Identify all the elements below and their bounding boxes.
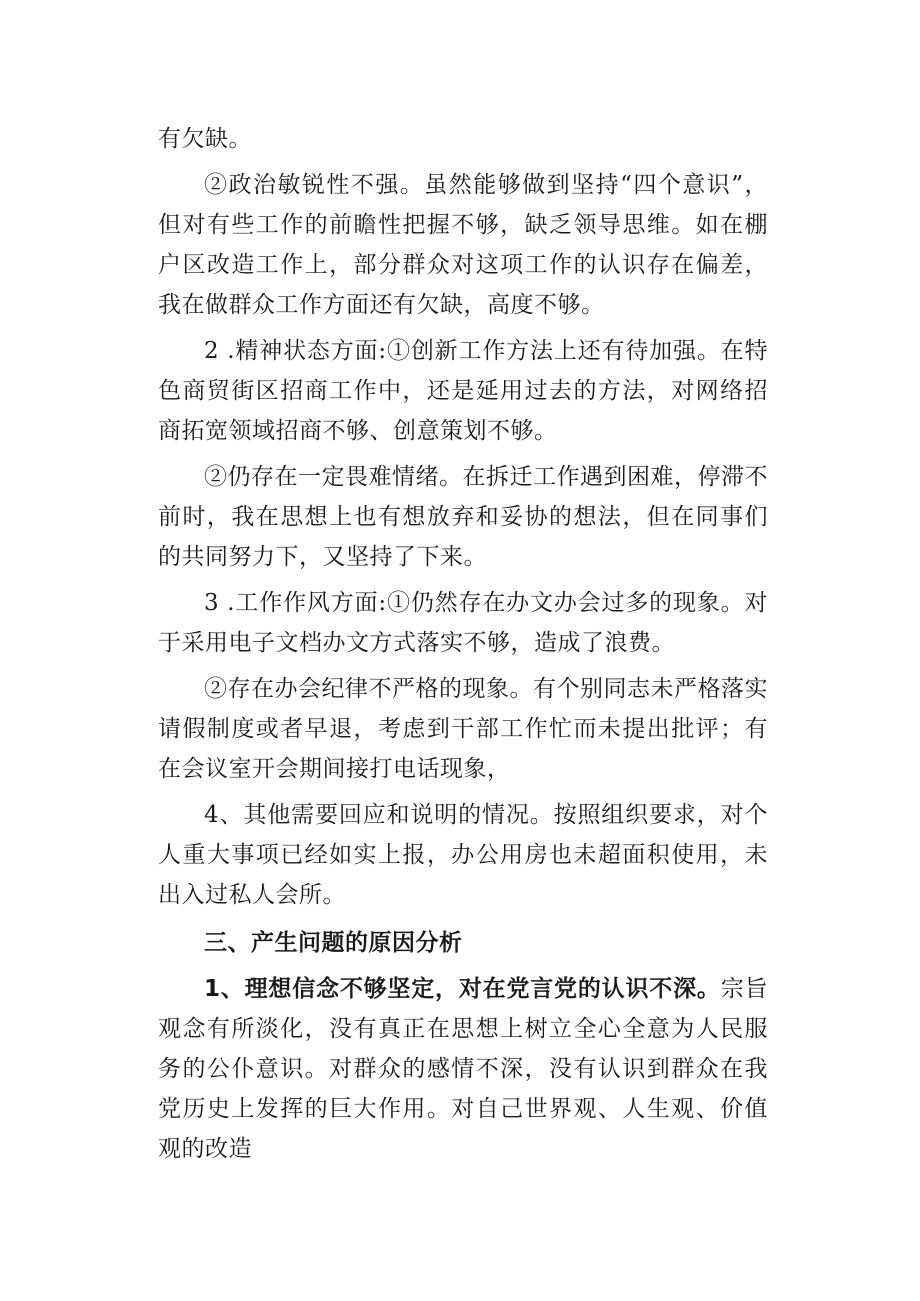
- paragraph-spiritual-state: 2 .精神状态方面:①创新工作方法上还有待加强。在特色商贸街区招商工作中，还是延用过去的方法，对网络招商拓宽领域招商不够、创意策划不够。: [158, 338, 768, 444]
- paragraph-bold-lead: 1、理想信念不够坚定，对在党言党的认识不深。: [204, 976, 721, 1002]
- document-body: [158, 119, 768, 1175]
- section-heading: 三、产生问题的原因分析: [204, 930, 463, 956]
- paragraph-cause-analysis: [158, 969, 768, 1169]
- paragraph-difficulty-emotion: ②仍存在一定畏难情绪。在拆迁工作遇到困难，停滞不前时，我在思想上也有想放弃和妥协的想法，但在同事们的共同努力下，又坚持了下来。: [158, 464, 768, 570]
- paragraph-body-text: 宗旨观念有所淡化，没有真正在思想上树立全心全意为人民服务的公仆意识。对群众的感情不深，没有认识到群众在我党历史上发挥的巨大作用。对自己世界观、人生观、价值观的改造: [158, 976, 768, 1162]
- paragraph-continuation: 有欠缺。: [158, 126, 252, 152]
- paragraph-meeting-discipline: ②存在办会纪律不严格的现象。有个别同志未严格落实请假制度或者早退，考虑到干部工作忙而未提出批评；有在会议室开会期间接打电话现象，: [158, 676, 768, 782]
- paragraph-other-matters: 4、其他需要回应和说明的情况。按照组织要求，对个人重大事项已经如实上报，办公用房也未超面积使用，未出入过私人会所。: [158, 802, 768, 908]
- paragraph-work-style: 3 .工作作风方面:①仍然存在办文办会过多的现象。对于采用电子文档办文方式落实不够，造成了浪费。: [158, 590, 768, 656]
- paragraph-political-sensitivity: ②政治敏锐性不强。虽然能够做到坚持“四个意识”，但对有些工作的前瞻性把握不够，缺乏领导思维。如在棚户区改造工作上，部分群众对这项工作的认识存在偏差，我在做群众工作方面还有欠缺，高度不够。: [158, 172, 768, 318]
